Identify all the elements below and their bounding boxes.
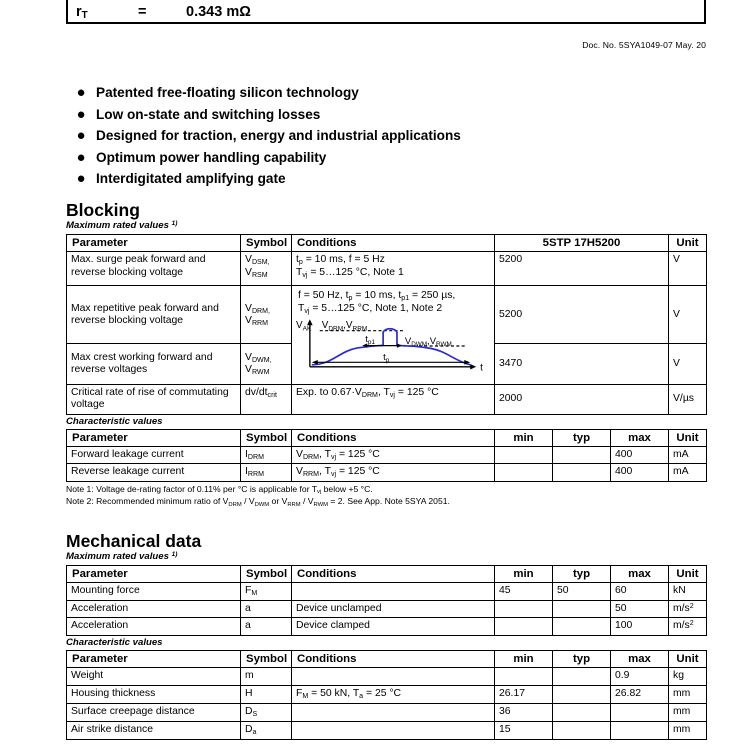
- cell-parameter: Surface creepage distance: [67, 704, 241, 722]
- section-title-blocking: Blocking: [66, 200, 140, 220]
- col-parameter: Parameter: [67, 566, 241, 583]
- cell-min: [495, 618, 553, 635]
- table-row: [67, 600, 707, 617]
- cell-parameter: Forward leakage current: [67, 447, 241, 464]
- cell-min: 36: [495, 704, 553, 722]
- table-header-row: [67, 566, 707, 583]
- col-min: min: [495, 650, 553, 667]
- table-row: [67, 583, 707, 600]
- summary-value: 0.343 mΩ: [186, 3, 251, 20]
- table-row: [67, 464, 707, 481]
- col-min: min: [495, 429, 553, 446]
- cell-symbol: a: [241, 618, 292, 635]
- cell-conditions: Device clamped: [292, 618, 495, 635]
- col-typ: typ: [553, 650, 611, 667]
- cell-typ: [553, 618, 611, 635]
- cell-unit: $m/s^2$: [669, 618, 707, 635]
- cell-max: 50: [611, 600, 669, 617]
- blocking-section: [66, 200, 707, 507]
- cell-unit: mA: [669, 447, 707, 464]
- cell-min: [495, 464, 553, 481]
- col-unit: Unit: [669, 235, 707, 252]
- footnote-marker: 1): [171, 551, 178, 559]
- summary-row: [68, 0, 704, 24]
- cell-typ: [553, 668, 611, 686]
- cell-max: [611, 722, 669, 740]
- document-number: Doc. No. 5SYA1049-07 May. 20: [582, 40, 706, 50]
- summary-symbol: $r_T$: [76, 3, 88, 22]
- cell-conditions-with-waveform: [292, 286, 495, 384]
- table-row: [67, 686, 707, 704]
- cell-parameter: Reverse leakage current: [67, 464, 241, 481]
- cell-unit: mm: [669, 704, 707, 722]
- cell-conditions: $V_{DRM}$, $T_{vj} = 125$ °C: [292, 447, 495, 464]
- cell-unit: V: [669, 286, 707, 344]
- feature-label: Designed for traction, energy and industrial applications: [96, 128, 461, 143]
- waveform-label-vdwm-vrwm: $V_{DWM},V_{RWM}$: [404, 336, 452, 349]
- cell-parameter: Acceleration: [67, 618, 241, 635]
- feature-label: Patented free-floating silicon technology: [96, 85, 359, 100]
- cell-min: [495, 447, 553, 464]
- cell-typ: [553, 600, 611, 617]
- table-row: [67, 252, 707, 286]
- waveform-y-arrow: [307, 319, 313, 325]
- conditions-text: f = 50 Hz, $t_p = 10$ ms, $t_{p1} = 250$ µs, $T_{vj}$ = 5…125 °C, Note 1, Note 2: [298, 290, 456, 315]
- cell-symbol: m: [241, 668, 292, 686]
- cell-max: [611, 704, 669, 722]
- cell-symbol: $I_{DRM}$: [241, 447, 292, 464]
- list-item: [66, 125, 686, 147]
- col-conditions: Conditions: [292, 650, 495, 667]
- col-typ: typ: [553, 429, 611, 446]
- feature-list: [66, 82, 686, 190]
- cell-parameter: Critical rate of rise of commutating voltage: [67, 384, 241, 414]
- cell-unit: V: [669, 344, 707, 384]
- table-row: [67, 722, 707, 740]
- col-symbol: Symbol: [241, 566, 292, 583]
- col-unit: Unit: [669, 650, 707, 667]
- feature-label: Interdigitated amplifying gate: [96, 171, 286, 186]
- mechanical-data-section: [66, 531, 707, 740]
- cell-unit: mA: [669, 464, 707, 481]
- waveform-label-tp: $t_p$: [383, 352, 390, 365]
- cell-unit: V/µs: [669, 384, 707, 414]
- cell-value: 5200: [495, 252, 669, 286]
- col-max: max: [611, 429, 669, 446]
- feature-label: Low on-state and switching losses: [96, 106, 321, 122]
- cell-typ: [553, 722, 611, 740]
- cell-conditions: $V_{RRM}$, $T_{vj} = 125$ °C: [292, 464, 495, 481]
- caption-max-rated-values: Maximum rated values $^{1)}$: [66, 551, 178, 562]
- cell-value: 3470: [495, 344, 669, 384]
- bullet-icon: ●: [76, 170, 86, 187]
- cell-min: [495, 668, 553, 686]
- list-item: [66, 82, 686, 104]
- list-item: [66, 168, 686, 190]
- cell-conditions: [292, 704, 495, 722]
- cell-parameter: Mounting force: [67, 583, 241, 600]
- col-typ: typ: [553, 566, 611, 583]
- col-conditions: Conditions: [292, 566, 495, 583]
- cell-max: 0.9: [611, 668, 669, 686]
- waveform-label-vdrm-vrrm: $V_{DRM},V_{RRM}$: [321, 320, 368, 333]
- cell-parameter: Air strike distance: [67, 722, 241, 740]
- table-row: [67, 447, 707, 464]
- cell-conditions: $t_p = 10$ ms, f = 5 Hz $T_{vj}$ = 5…125 °C, Note 1: [292, 252, 495, 286]
- cell-min: 26.17: [495, 686, 553, 704]
- col-max: max: [611, 650, 669, 667]
- cell-parameter: Weight: [67, 668, 241, 686]
- cell-parameter: Acceleration: [67, 600, 241, 617]
- col-max: max: [611, 566, 669, 583]
- cell-symbol: $D_S$: [241, 704, 292, 722]
- cell-conditions: [292, 722, 495, 740]
- caption-characteristic-values: Characteristic values: [66, 415, 163, 427]
- caption-characteristic-values: Characteristic values: [66, 636, 163, 648]
- table-row: [67, 704, 707, 722]
- cell-unit: mm: [669, 686, 707, 704]
- waveform-tp1-arrow-right: [397, 344, 402, 348]
- bullet-icon: ●: [76, 127, 86, 144]
- blocking-max-rated-table: [66, 234, 707, 415]
- cell-unit: kg: [669, 668, 707, 686]
- blocking-characteristic-table: [66, 429, 707, 482]
- cell-unit: V: [669, 252, 707, 286]
- waveform-x-arrow: [470, 364, 476, 370]
- cell-symbol: $V_{DSM,}$ $V_{RSM}$: [241, 252, 292, 286]
- col-device-type: 5STP 17H5200: [495, 235, 669, 252]
- cell-value: 5200: [495, 286, 669, 344]
- cell-symbol: H: [241, 686, 292, 704]
- cell-symbol: a: [241, 600, 292, 617]
- col-unit: Unit: [669, 429, 707, 446]
- cell-min: [495, 600, 553, 617]
- waveform-svg: [296, 315, 492, 377]
- summary-equals: =: [138, 3, 147, 20]
- footnote-2: Note 2: Recommended minimum ratio of $V_{DRM} / V_{DWM}$ or $V_{RRM} / V_{RWM} = 2$. See App. Note 5SYA 2051.: [66, 496, 450, 509]
- cell-conditions: $F_M = 50$ kN, $T_a = 25$ °C: [292, 686, 495, 704]
- cell-typ: [553, 686, 611, 704]
- footnote-marker: 1): [171, 220, 178, 228]
- cell-parameter: Housing thickness: [67, 686, 241, 704]
- table-header-row: [67, 235, 707, 252]
- bullet-icon: ●: [76, 84, 86, 101]
- cell-unit: kN: [669, 583, 707, 600]
- cell-symbol: $V_{DRM,}$ $V_{RRM}$: [241, 286, 292, 344]
- table-row: [67, 618, 707, 635]
- cell-max: 400: [611, 447, 669, 464]
- bullet-icon: ●: [76, 105, 86, 123]
- mechanical-characteristic-table: [66, 650, 707, 740]
- table-row: [67, 286, 707, 344]
- parameter-summary-box: [66, 0, 706, 24]
- cell-max: 400: [611, 464, 669, 481]
- footnote-1: Note 1: Voltage de-rating factor of 0.11% per °C is applicable for $T_{vj}$ below +5 °C.: [66, 483, 373, 496]
- cell-conditions: Device unclamped: [292, 600, 495, 617]
- feature-label: Optimum power handling capability: [96, 149, 327, 165]
- cell-value: 2000: [495, 384, 669, 414]
- cell-typ: [553, 447, 611, 464]
- table-header-row: [67, 429, 707, 446]
- bullet-icon: ●: [76, 148, 86, 166]
- cell-parameter: Max crest working forward and reverse voltages: [67, 344, 241, 384]
- mechanical-max-rated-table: [66, 565, 707, 636]
- table-header-row: [67, 650, 707, 667]
- col-unit: Unit: [669, 566, 707, 583]
- cell-max: 60: [611, 583, 669, 600]
- cell-symbol: $V_{DWM,}$ $V_{RWM}$: [241, 344, 292, 384]
- cell-max: 26.82: [611, 686, 669, 704]
- cell-conditions: Exp. to $0.67\cdot V_{DRM}$, $T_{vj} = 125$ °C: [292, 384, 495, 414]
- col-min: min: [495, 566, 553, 583]
- blocking-waveform-diagram: [296, 315, 490, 381]
- table-row: [67, 384, 707, 414]
- cell-parameter: Max. surge peak forward and reverse blocking voltage: [67, 252, 241, 286]
- col-conditions: Conditions: [292, 429, 495, 446]
- cell-min: 45: [495, 583, 553, 600]
- cell-typ: 50: [553, 583, 611, 600]
- list-item: [66, 147, 686, 169]
- waveform-label-vak: $V_{AK}$: [296, 320, 312, 333]
- cell-max: 100: [611, 618, 669, 635]
- cell-symbol: $dv/dt_{crit}$: [241, 384, 292, 414]
- waveform-label-tp1: $t_{p1}$: [365, 334, 375, 347]
- col-symbol: Symbol: [241, 650, 292, 667]
- cell-unit: mm: [669, 722, 707, 740]
- col-symbol: Symbol: [241, 235, 292, 252]
- cell-conditions: [292, 668, 495, 686]
- col-parameter: Parameter: [67, 235, 241, 252]
- col-symbol: Symbol: [241, 429, 292, 446]
- cell-typ: [553, 704, 611, 722]
- caption-max-rated-values: Maximum rated values $^{1)}$: [66, 220, 178, 231]
- section-title-mechanical: Mechanical data: [66, 531, 202, 551]
- col-parameter: Parameter: [67, 429, 241, 446]
- cell-parameter: Max repetitive peak forward and reverse blocking voltage: [67, 286, 241, 344]
- col-conditions: Conditions: [292, 235, 495, 252]
- summary-symbol-sub: T: [81, 10, 88, 22]
- cell-symbol: $I_{RRM}$: [241, 464, 292, 481]
- cell-typ: [553, 464, 611, 481]
- list-item: [66, 104, 686, 126]
- cell-symbol: $F_M$: [241, 583, 292, 600]
- cell-conditions: [292, 583, 495, 600]
- waveform-label-t: t: [480, 362, 483, 374]
- cell-symbol: $D_a$: [241, 722, 292, 740]
- col-parameter: Parameter: [67, 650, 241, 667]
- table-row: [67, 668, 707, 686]
- cell-unit: $m/s^2$: [669, 600, 707, 617]
- cell-min: 15: [495, 722, 553, 740]
